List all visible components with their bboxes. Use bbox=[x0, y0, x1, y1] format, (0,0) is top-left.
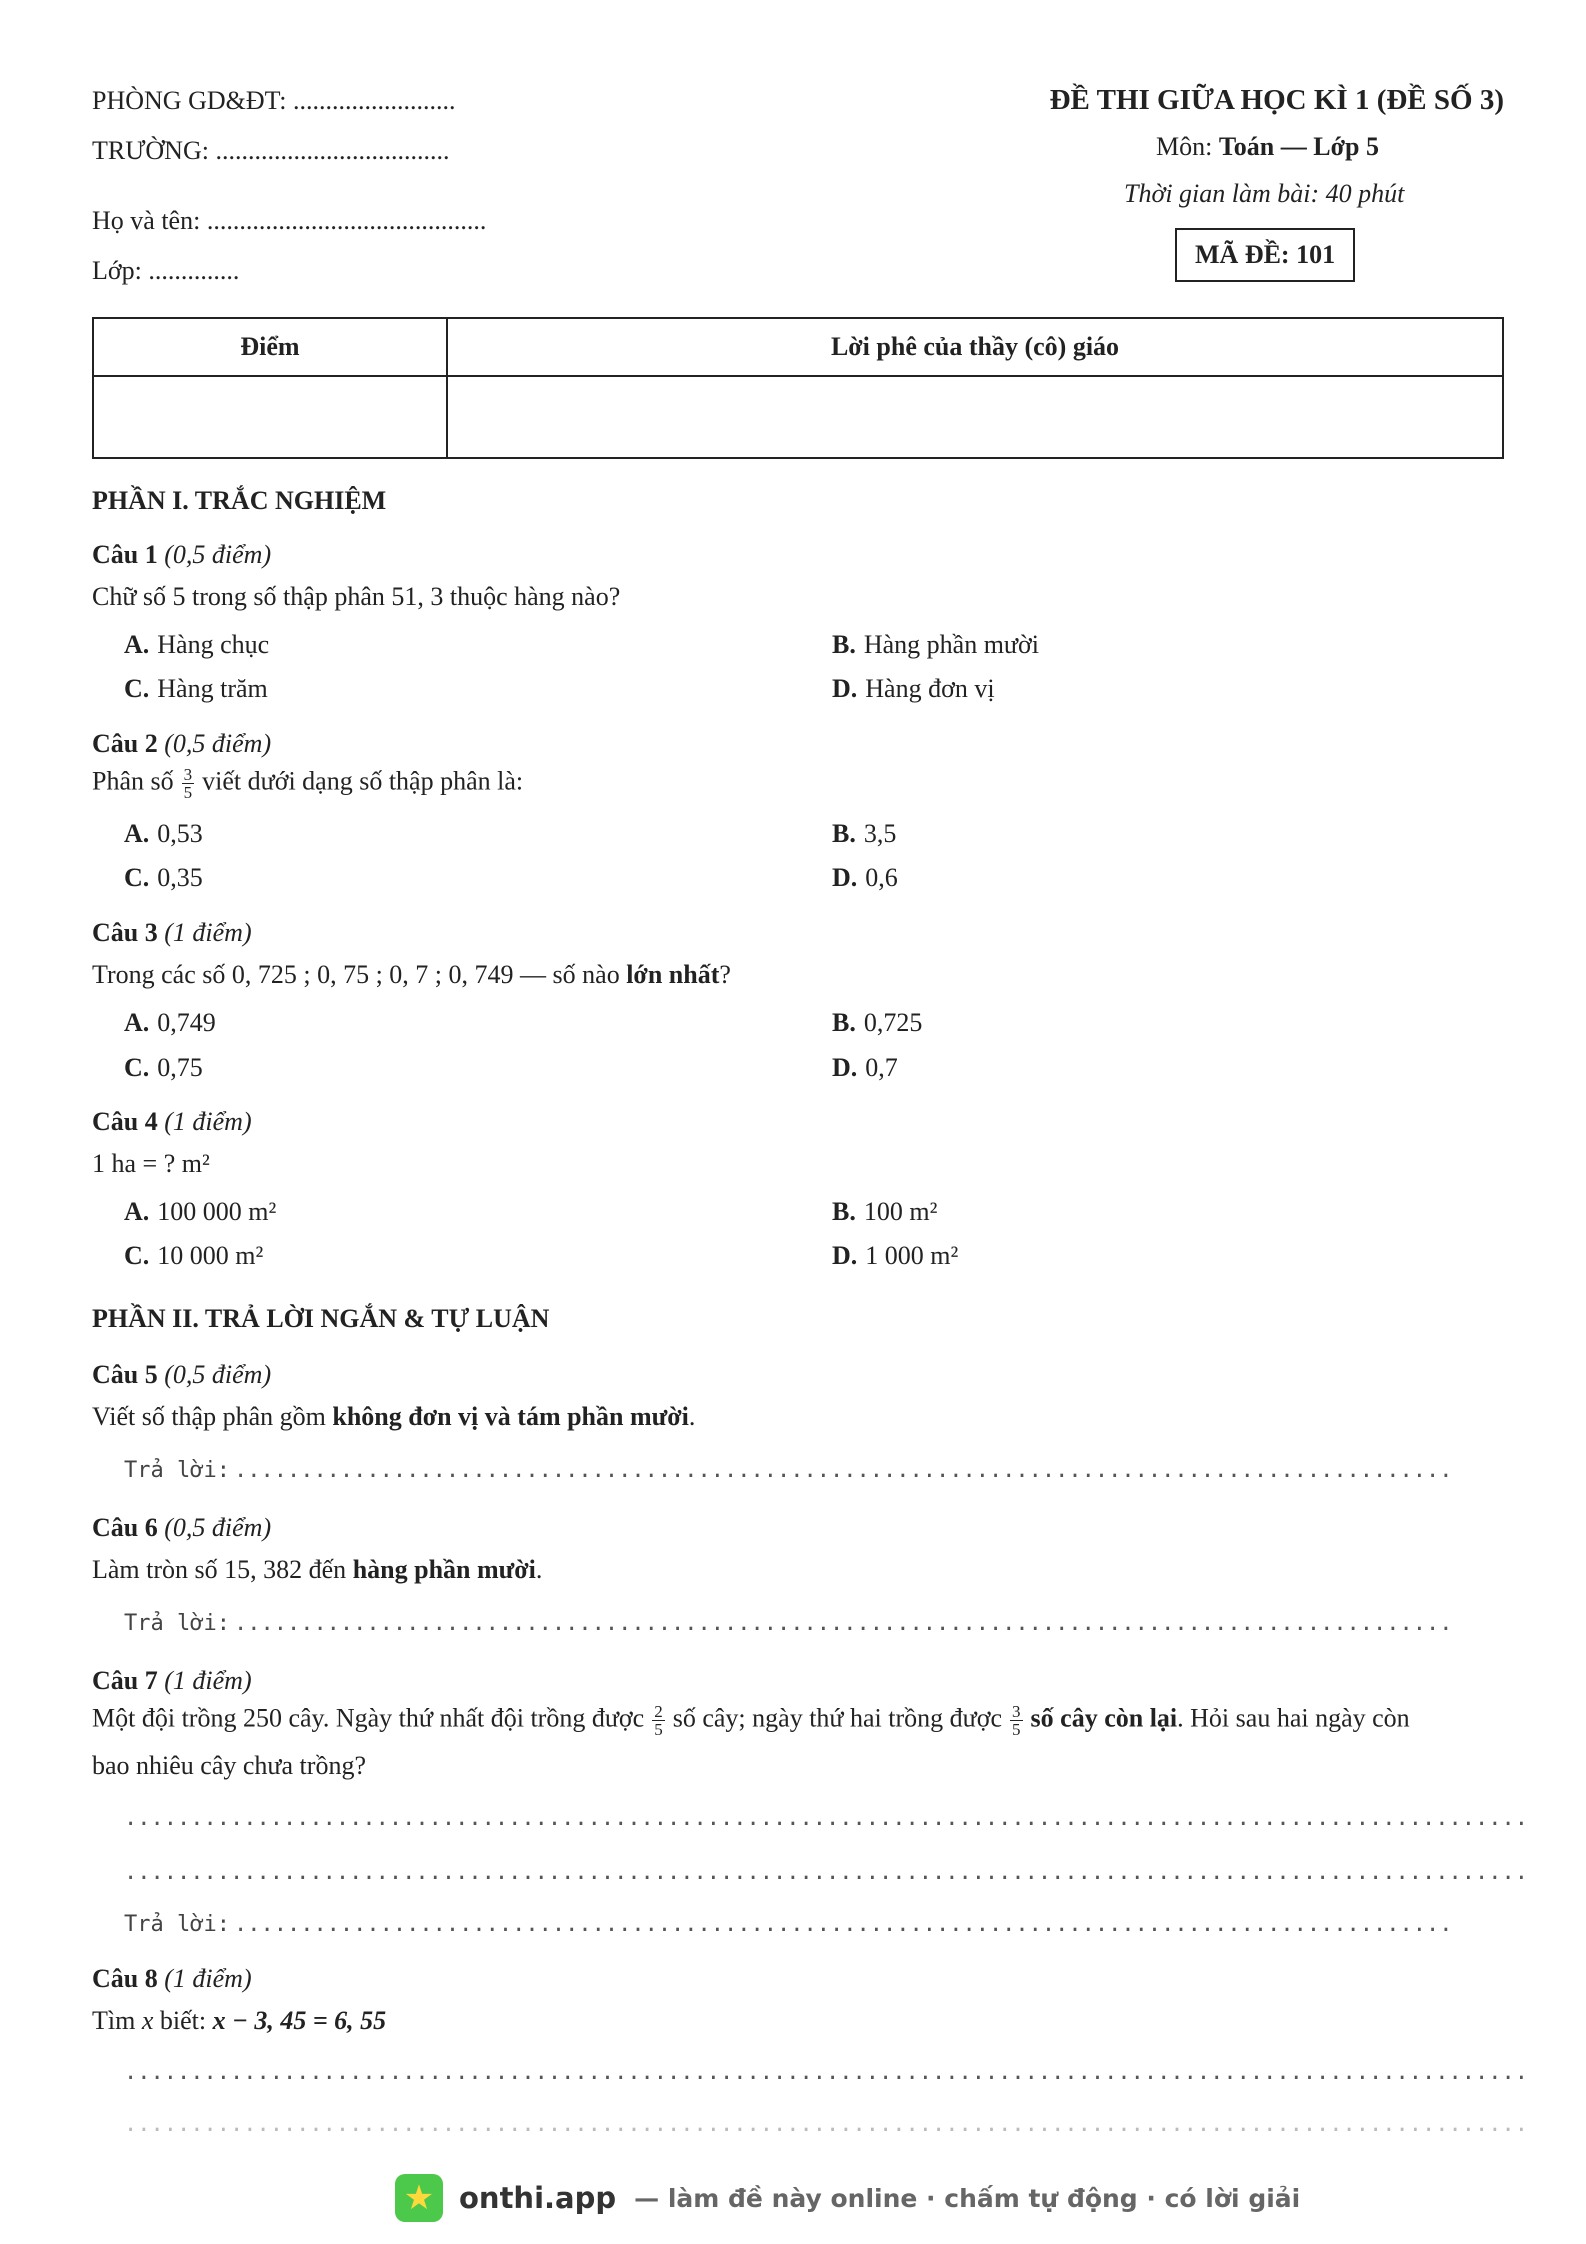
q5-header bbox=[92, 1360, 271, 1390]
q7-fraction-2 bbox=[1010, 1703, 1023, 1738]
answer-label: Trả lời: bbox=[124, 1611, 230, 1636]
name-label: Họ và tên: bbox=[92, 206, 201, 235]
q2-text-after: viết dưới dạng số thập phân là: bbox=[202, 766, 524, 796]
subject-prefix: Môn: bbox=[1156, 132, 1213, 161]
q1-option-a[interactable] bbox=[124, 630, 269, 660]
q4-header bbox=[92, 1107, 252, 1137]
q3-option-c[interactable] bbox=[124, 1053, 203, 1083]
q4-option-c[interactable] bbox=[124, 1241, 263, 1271]
q7-header bbox=[92, 1666, 252, 1696]
opt-text: 0,7 bbox=[865, 1053, 898, 1082]
q8-text bbox=[92, 2006, 386, 2036]
opt-text: Hàng phần mười bbox=[863, 630, 1039, 659]
q2-text-before: Phân số bbox=[92, 766, 174, 796]
q2-points: (0,5 điểm) bbox=[164, 729, 272, 758]
dept-field bbox=[92, 86, 455, 116]
opt-letter: C. bbox=[124, 1053, 150, 1082]
fraction-numerator: 2 bbox=[654, 1702, 663, 1721]
school-field bbox=[92, 136, 449, 166]
q3-option-b[interactable] bbox=[832, 1008, 922, 1038]
q3-label: Câu 3 bbox=[92, 918, 158, 947]
q6-text bbox=[92, 1555, 542, 1585]
opt-letter: B. bbox=[832, 1197, 856, 1226]
school-blank: .................................... bbox=[215, 136, 450, 165]
fraction-denominator: 5 bbox=[654, 1720, 663, 1739]
q6-label: Câu 6 bbox=[92, 1513, 158, 1542]
q4-option-b[interactable] bbox=[832, 1197, 937, 1227]
q1-option-d[interactable] bbox=[832, 674, 995, 704]
q7-text-line1 bbox=[92, 1703, 1410, 1738]
q6-points: (0,5 điểm) bbox=[164, 1513, 272, 1542]
q6-answer-line[interactable]: Trả lời: ............................................................................................ bbox=[124, 1611, 1453, 1636]
q7-fraction-1 bbox=[652, 1703, 665, 1738]
q7-work-line-2[interactable]: .......................................................................................................... bbox=[124, 1860, 1528, 1885]
q2-fraction bbox=[182, 766, 195, 801]
opt-letter: A. bbox=[124, 819, 150, 848]
opt-text: 10 000 m² bbox=[157, 1241, 264, 1270]
opt-text: Hàng đơn vị bbox=[865, 674, 995, 703]
q6-header bbox=[92, 1513, 271, 1543]
q5-text bbox=[92, 1402, 695, 1432]
opt-letter: B. bbox=[832, 630, 856, 659]
q8-text-before: Tìm bbox=[92, 2006, 136, 2035]
q1-text: Chữ số 5 trong số thập phân 51, 3 thuộc hàng nào? bbox=[92, 582, 621, 611]
opt-text: 0,6 bbox=[865, 863, 898, 892]
name-field bbox=[92, 206, 486, 236]
q7-points: (1 điểm) bbox=[164, 1666, 252, 1695]
part1-title: PHẦN I. TRẮC NGHIỆM bbox=[92, 486, 387, 515]
fraction-denominator: 5 bbox=[1012, 1720, 1021, 1739]
q8-equation: x − 3, 45 = 6, 55 bbox=[212, 2006, 387, 2035]
fraction-numerator: 3 bbox=[1012, 1702, 1021, 1721]
q8-label: Câu 8 bbox=[92, 1964, 158, 1993]
answer-label: Trả lời: bbox=[124, 1458, 230, 1483]
q3-header bbox=[92, 918, 252, 948]
q6-text-after: . bbox=[535, 1555, 543, 1584]
q2-label: Câu 2 bbox=[92, 729, 158, 758]
part2-title: PHẦN II. TRẢ LỜI NGẮN & TỰ LUẬN bbox=[92, 1304, 550, 1333]
opt-letter: B. bbox=[832, 819, 856, 848]
opt-text: 0,35 bbox=[157, 863, 203, 892]
school-label: TRƯỜNG: bbox=[92, 136, 209, 165]
q1-option-c[interactable] bbox=[124, 674, 268, 704]
q2-text bbox=[92, 766, 523, 801]
q5-text-bold: không đơn vị và tám phần mười bbox=[332, 1402, 689, 1431]
q1-option-b[interactable] bbox=[832, 630, 1039, 660]
q5-points: (0,5 điểm) bbox=[164, 1360, 272, 1389]
subject-line bbox=[1156, 132, 1379, 162]
dept-blank: ......................... bbox=[292, 86, 456, 115]
opt-letter: A. bbox=[124, 1008, 150, 1037]
comment-cell[interactable] bbox=[447, 376, 1503, 458]
q3-text bbox=[92, 960, 731, 990]
opt-text: Hàng trăm bbox=[157, 674, 268, 703]
q6-text-bold: hàng phần mười bbox=[352, 1555, 536, 1584]
brand-name[interactable]: onthi.app bbox=[459, 2181, 617, 2215]
fraction-numerator: 3 bbox=[183, 765, 193, 784]
q2-header bbox=[92, 729, 271, 759]
opt-letter: A. bbox=[124, 630, 150, 659]
fraction-denominator: 5 bbox=[183, 783, 193, 802]
opt-text: 0,53 bbox=[157, 819, 203, 848]
q8-points: (1 điểm) bbox=[164, 1964, 252, 1993]
q2-option-d[interactable] bbox=[832, 863, 898, 893]
q2-option-a[interactable] bbox=[124, 819, 203, 849]
q5-text-after: . bbox=[688, 1402, 696, 1431]
answer-label: Trả lời: bbox=[124, 1912, 230, 1937]
opt-text: Hàng chục bbox=[157, 630, 270, 659]
class-field bbox=[92, 256, 239, 286]
q7-answer-line[interactable]: Trả lời: ............................................................................................ bbox=[124, 1912, 1453, 1937]
opt-letter: D. bbox=[832, 863, 858, 892]
q7-text-part2: số cây; ngày thứ hai trồng được bbox=[672, 1703, 1003, 1733]
footer-tagline: — làm đề này online · chấm tự động · có lời giải bbox=[634, 2183, 1301, 2213]
opt-letter: C. bbox=[124, 863, 150, 892]
opt-text: 100 000 m² bbox=[157, 1197, 277, 1226]
q5-answer-line[interactable]: Trả lời: ............................................................................................ bbox=[124, 1458, 1453, 1483]
q4-text: 1 ha = ? m² bbox=[92, 1149, 210, 1178]
q4-option-d[interactable] bbox=[832, 1241, 958, 1271]
opt-text: 100 m² bbox=[863, 1197, 938, 1226]
q7-text-bold: số cây còn lại bbox=[1030, 1703, 1178, 1733]
opt-letter: D. bbox=[832, 1053, 858, 1082]
score-header: Điểm bbox=[93, 318, 447, 376]
q1-label: Câu 1 bbox=[92, 540, 158, 569]
opt-letter: D. bbox=[832, 674, 858, 703]
opt-letter: B. bbox=[832, 1008, 856, 1037]
footer-banner[interactable] bbox=[395, 2172, 1300, 2224]
q3-text-before: Trong các số 0, 725 ; 0, 75 ; 0, 7 ; 0, 749 — số nào bbox=[92, 960, 620, 989]
opt-text: 3,5 bbox=[863, 819, 897, 848]
score-cell[interactable] bbox=[93, 376, 447, 458]
q3-option-a[interactable] bbox=[124, 1008, 216, 1038]
q7-label: Câu 7 bbox=[92, 1666, 158, 1695]
q8-variable: x bbox=[141, 2006, 154, 2035]
opt-letter: A. bbox=[124, 1197, 150, 1226]
q7-work-line-1[interactable]: .......................................................................................................... bbox=[124, 1806, 1528, 1831]
q8-work-line-1[interactable]: .......................................................................................................... bbox=[124, 2060, 1528, 2085]
star-icon: ★ bbox=[403, 2178, 435, 2218]
q1-points: (0,5 điểm) bbox=[164, 540, 272, 569]
opt-letter: C. bbox=[124, 674, 150, 703]
class-label: Lớp: bbox=[92, 256, 142, 285]
exam-title: ĐỀ THI GIỮA HỌC KÌ 1 (ĐỀ SỐ 3) bbox=[1049, 84, 1504, 116]
time-limit: Thời gian làm bài: 40 phút bbox=[1124, 179, 1405, 208]
q4-label: Câu 4 bbox=[92, 1107, 158, 1136]
q5-label: Câu 5 bbox=[92, 1360, 158, 1389]
q4-option-a[interactable] bbox=[124, 1197, 276, 1227]
q3-text-after: ? bbox=[719, 960, 731, 989]
q7-text-part1: Một đội trồng 250 cây. Ngày thứ nhất đội trồng được bbox=[92, 1703, 645, 1733]
q7-text-part4: . Hỏi sau hai ngày còn bbox=[1177, 1703, 1410, 1733]
opt-text: 0,725 bbox=[863, 1008, 923, 1037]
dept-label: PHÒNG GD&ĐT: bbox=[92, 86, 287, 115]
q3-option-d[interactable] bbox=[832, 1053, 898, 1083]
opt-letter: D. bbox=[832, 1241, 858, 1270]
q5-text-before: Viết số thập phân gồm bbox=[92, 1402, 326, 1431]
q3-points: (1 điểm) bbox=[164, 918, 252, 947]
q8-header bbox=[92, 1964, 252, 1994]
opt-letter: C. bbox=[124, 1241, 150, 1270]
class-blank: .............. bbox=[148, 256, 240, 285]
q8-text-mid: biết: bbox=[159, 2006, 207, 2035]
q3-text-bold: lớn nhất bbox=[626, 960, 720, 989]
q8-work-line-2[interactable]: .......................................................................................................... bbox=[124, 2112, 1528, 2137]
q2-option-c[interactable] bbox=[124, 863, 203, 893]
comment-header: Lời phê của thầy (cô) giáo bbox=[447, 318, 1503, 376]
opt-text: 1 000 m² bbox=[865, 1241, 959, 1270]
name-blank: ........................................... bbox=[206, 206, 487, 235]
q2-option-b[interactable] bbox=[832, 819, 896, 849]
opt-text: 0,75 bbox=[157, 1053, 203, 1082]
q6-text-before: Làm tròn số 15, 382 đến bbox=[92, 1555, 347, 1584]
opt-text: 0,749 bbox=[157, 1008, 216, 1037]
exam-code: MÃ ĐỀ: 101 bbox=[1175, 228, 1355, 282]
app-logo bbox=[395, 2174, 443, 2222]
subject-value: Toán — Lớp 5 bbox=[1218, 132, 1379, 161]
q7-text-line2: bao nhiêu cây chưa trồng? bbox=[92, 1751, 366, 1780]
q4-points: (1 điểm) bbox=[164, 1107, 252, 1136]
score-table bbox=[92, 317, 1504, 459]
q1-header bbox=[92, 540, 271, 570]
